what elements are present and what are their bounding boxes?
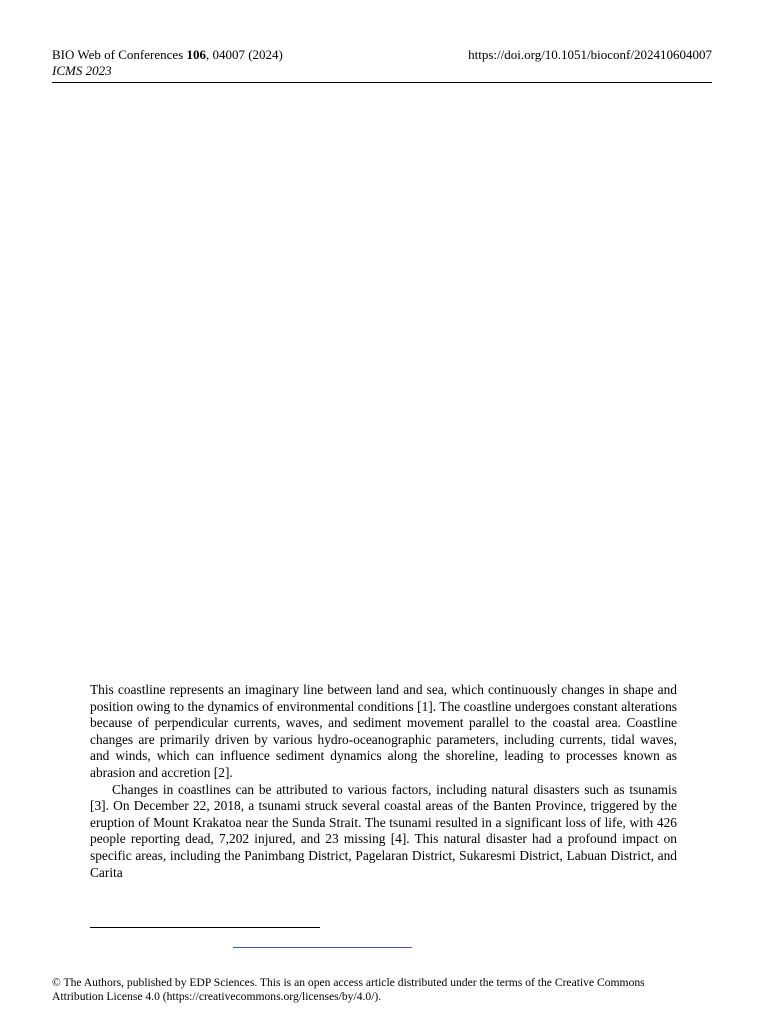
conference-name: ICMS 2023: [52, 63, 112, 78]
license-footer: [52, 976, 712, 1004]
doi-link[interactable]: https://doi.org/10.1051/bioconf/202410604007: [468, 47, 712, 62]
email-link-underline[interactable]: [233, 947, 412, 948]
journal-name: BIO Web of Conferences: [52, 47, 187, 62]
paragraph-1: This coastline represents an imaginary line between land and sea, which continuously changes in shape and position owing to the dynamics of environmental conditions [1]. The coastline undergoes constant alterations because of perpendicular currents, waves, and sediment movement parallel to the coastal area. Coastline changes are primarily driven by various hydro-oceanographic parameters, including currents, tidal waves, and winds, which can influence sediment dynamics along the shoreline, leading to processes known as abrasion and accretion [2].: [90, 682, 677, 780]
license-line-2: Attribution License 4.0 (https://creativecommons.org/licenses/by/4.0/).: [52, 990, 382, 1003]
license-line-1: © The Authors, published by EDP Sciences. This is an open access article distributed under the terms of the Creative Commons: [52, 976, 645, 989]
journal-citation: [52, 47, 283, 63]
header-divider: [52, 82, 712, 83]
running-header-left: [52, 47, 283, 79]
main-text: [90, 682, 677, 881]
paragraph-2: Changes in coastlines can be attributed to various factors, including natural disasters such as tsunamis [3]. On December 22, 2018, a tsunami struck several coastal areas of the Banten Province, triggered by the eruption of Mount Krakatoa near the Sunda Strait. The tsunami resulted in a significant loss of life, with 426 people reporting dead, 7,202 injured, and 23 missing [4]. This natural disaster had a profound impact on specific areas, including the Panimbang District, Pagelaran District, Sukaresmi District, Labuan District, and Carita: [90, 781, 677, 880]
journal-volume: 106: [186, 47, 206, 62]
footnote-divider: [90, 927, 320, 928]
article-number-year: , 04007 (2024): [205, 47, 283, 62]
